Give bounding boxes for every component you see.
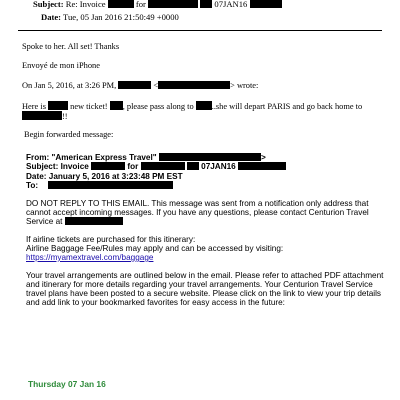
fwd-date-value: January 5, 2016 at 3:23:48 PM EST: [48, 172, 183, 181]
body-line-2: and itinerary for more details regarding your travel arrangements. Your Centurion Travel Service: [26, 280, 373, 289]
quote-on-text: On Jan 5, 2016, at 3:26 PM,: [22, 81, 117, 90]
redacted-block: [65, 217, 123, 225]
fwd-to-line: [26, 181, 173, 190]
redacted-block: [159, 153, 261, 161]
redacted-block: [22, 111, 62, 120]
body-line-4: and add link to your bookmarked favorites for easy access in the future:: [26, 298, 285, 307]
redacted-block: [200, 0, 212, 8]
airline-line-1: If airline tickets are purchased for this itinerary:: [26, 235, 196, 244]
fwd-from-line: [26, 153, 266, 162]
body-line-1: Your travel arrangements are outlined below in the email. Please refer to attached PDF attachment: [26, 271, 384, 280]
airline-line-2: Airline Baggage Fee/Rules may apply and can be accessed by visiting:: [26, 244, 284, 253]
header-subject-code: 07JAN16: [214, 0, 248, 9]
redacted-block: [108, 0, 134, 8]
quote-wrote: > wrote:: [230, 81, 259, 90]
redacted-block: [48, 101, 68, 110]
notice-line-3: [26, 217, 123, 226]
header-subject-prefix: Re: Invoice: [65, 0, 106, 9]
reply-line-1: Spoke to her. All set! Thanks: [22, 42, 120, 51]
fwd-subject-label: Subject:: [26, 162, 59, 171]
header-subject-line: [33, 0, 282, 10]
redacted-block: [141, 162, 185, 170]
begin-forwarded: Begin forwarded message:: [24, 130, 114, 139]
redacted-block: [48, 181, 173, 189]
redacted-block: [196, 101, 212, 110]
quoted-here-is: Here is: [22, 102, 46, 111]
fwd-subject-prefix: Invoice: [60, 162, 89, 171]
fwd-from-label: From:: [26, 153, 50, 162]
fwd-date-line: [26, 172, 183, 181]
redacted-block: [118, 81, 151, 89]
header-subject-label: Subject:: [33, 0, 64, 9]
redacted-block: [91, 162, 125, 170]
baggage-link[interactable]: https://myamextravel.com/baggage: [26, 253, 154, 262]
header-divider: [18, 30, 382, 31]
notice-line-1: DO NOT REPLY TO THIS EMAIL. This message was sent from a notification only address that: [26, 199, 369, 208]
quoted-line-1: [22, 101, 362, 112]
notice-service-at: Service at: [26, 217, 63, 226]
header-date-line: [41, 12, 179, 23]
quoted-end-mark: !!: [62, 112, 68, 121]
fwd-to-label: To:: [26, 181, 39, 190]
redacted-block: [238, 162, 286, 170]
fwd-subject-code: 07JAN16: [201, 162, 236, 171]
notice-line-2: cannot accept incoming messages. If you have any questions, please contact Centurion Travel: [26, 208, 369, 217]
quoted-she-will: ..she will depart PARIS and go back home to: [211, 102, 363, 111]
header-subject-for: for: [135, 0, 146, 9]
reply-line-2: Envoyé de mon iPhone: [22, 61, 100, 70]
quote-attribution: [22, 80, 258, 91]
airline-link-line: [26, 253, 153, 262]
quoted-please-pass: , please pass along to: [122, 102, 194, 111]
redacted-block: [158, 81, 230, 89]
itinerary-day-heading: Thursday 07 Jan 16: [28, 379, 106, 389]
redacted-block: [110, 101, 123, 110]
quoted-new-ticket: new ticket!: [70, 102, 108, 111]
body-line-3: travel plans have been posted to a secure website. Please click on the link to view your trip details: [26, 289, 381, 298]
quoted-line-2: [22, 111, 68, 122]
redacted-block: [148, 0, 198, 8]
redacted-block: [250, 0, 282, 8]
fwd-subject-line: [26, 162, 286, 171]
header-date-value: Tue, 05 Jan 2016 21:50:49 +0000: [63, 12, 179, 22]
quote-lt: <: [153, 81, 159, 90]
header-date-label: Date:: [41, 12, 62, 22]
fwd-from-value: "American Express Travel": [51, 153, 157, 162]
fwd-subject-for: for: [127, 162, 139, 171]
fwd-from-gt: >: [260, 153, 266, 162]
fwd-date-label: Date:: [26, 172, 47, 181]
redacted-block: [187, 162, 199, 170]
